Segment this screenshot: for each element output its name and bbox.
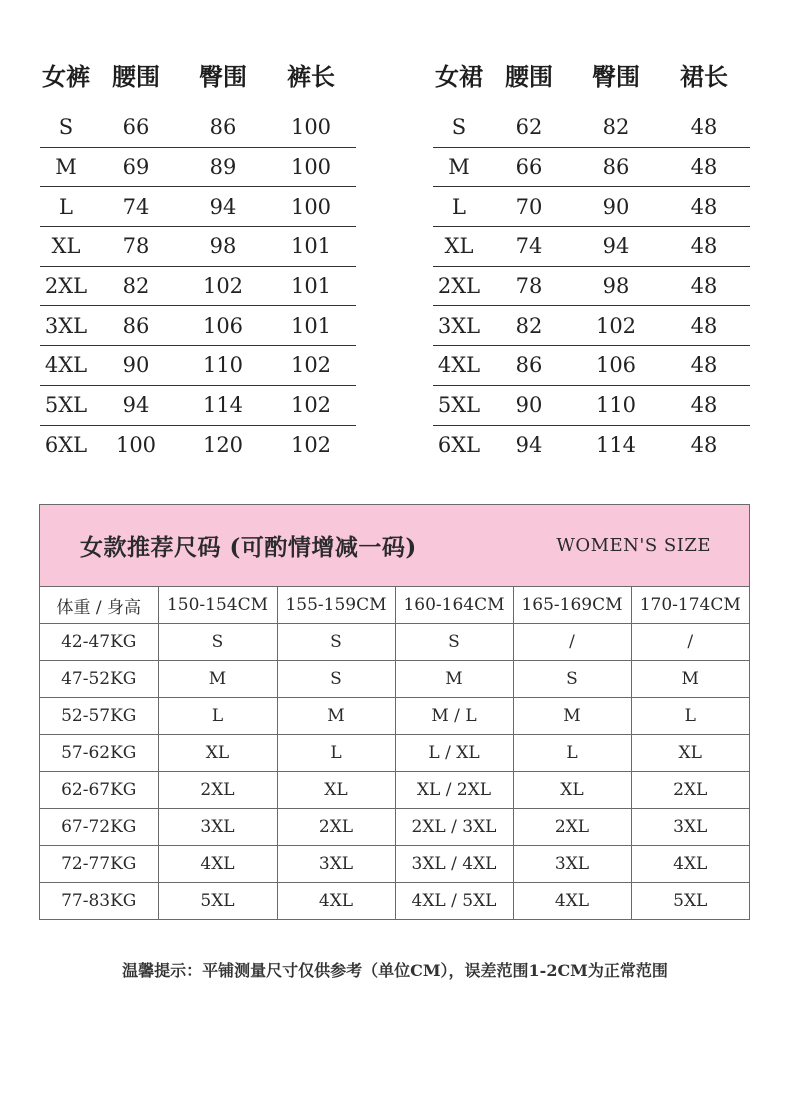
- pants-size-row: [40, 108, 356, 147]
- recommended-size-cell: 5XL: [631, 883, 749, 920]
- skirt-size-label: 6XL: [437, 432, 481, 457]
- recommendation-row: [40, 809, 749, 846]
- pants-measure-cell: 100: [115, 432, 157, 457]
- recommended-size-cell: M: [395, 661, 513, 698]
- recommendation-row: [40, 772, 749, 809]
- pants-measure-cell: 102: [290, 432, 332, 457]
- pants-header-cell: 臀围: [199, 61, 247, 91]
- recommended-size-cell: 2XL / 3XL: [395, 809, 513, 846]
- pants-measure-cell: 86: [122, 313, 150, 338]
- recommendation-title: 女款推荐尺码 (可酌情增减一码): [80, 534, 417, 561]
- recommendation-header-row: [40, 587, 749, 624]
- recommendation-subtitle: WOMEN'S SIZE: [556, 535, 711, 556]
- skirt-header-cell: 臀围: [592, 61, 640, 91]
- recommendation-row: [40, 883, 749, 920]
- skirt-size-row: [433, 147, 750, 187]
- height-range-header: 155-159CM: [277, 587, 395, 624]
- height-range-header: 165-169CM: [513, 587, 631, 624]
- pants-size-label: 3XL: [44, 313, 88, 338]
- skirt-rows: [433, 108, 750, 464]
- recommended-size-cell: 3XL / 4XL: [395, 846, 513, 883]
- recommended-size-cell: 3XL: [158, 809, 277, 846]
- skirt-size-label: 4XL: [437, 353, 481, 378]
- skirt-size-row: [433, 226, 750, 266]
- pants-size-label: M: [55, 155, 77, 180]
- pants-measure-cell: 100: [290, 115, 332, 140]
- skirt-measure-cell: 86: [515, 353, 543, 378]
- skirt-size-label: M: [448, 155, 470, 180]
- skirt-measure-cell: 90: [602, 194, 630, 219]
- skirt-measure-cell: 78: [515, 274, 543, 299]
- pants-measure-cell: 94: [209, 194, 237, 219]
- recommended-size-cell: 5XL: [158, 883, 277, 920]
- pants-size-table: [40, 52, 356, 464]
- skirt-measure-cell: 110: [595, 393, 637, 418]
- pants-size-label: L: [59, 194, 73, 219]
- pants-size-label: 2XL: [44, 274, 88, 299]
- skirt-measure-cell: 94: [515, 432, 543, 457]
- recommended-size-cell: XL: [277, 772, 395, 809]
- skirt-size-row: [433, 108, 750, 147]
- pants-header-row: [40, 52, 356, 96]
- skirt-measure-cell: 48: [690, 274, 718, 299]
- recommended-size-cell: S: [277, 661, 395, 698]
- recommended-size-cell: 2XL: [158, 772, 277, 809]
- recommended-size-cell: 3XL: [631, 809, 749, 846]
- pants-measure-cell: 82: [122, 274, 150, 299]
- pants-header-cell: 腰围: [112, 61, 160, 91]
- recommendation-row: [40, 698, 749, 735]
- recommended-size-cell: XL: [158, 735, 277, 772]
- pants-header-cell: 女裤: [42, 61, 90, 91]
- skirt-size-label: XL: [444, 234, 474, 259]
- pants-measure-cell: 90: [122, 353, 150, 378]
- recommended-size-cell: L: [158, 698, 277, 735]
- skirt-measure-cell: 86: [602, 155, 630, 180]
- skirt-measure-cell: 94: [602, 234, 630, 259]
- height-range-header: 150-154CM: [158, 587, 277, 624]
- recommended-size-cell: 3XL: [277, 846, 395, 883]
- pants-measure-cell: 100: [290, 155, 332, 180]
- pants-size-label: 5XL: [44, 393, 88, 418]
- skirt-measure-cell: 48: [690, 194, 718, 219]
- pants-size-row: [40, 186, 356, 226]
- weight-range-cell: 67-72KG: [40, 809, 158, 846]
- pants-measure-cell: 94: [122, 393, 150, 418]
- pants-measure-cell: 114: [202, 393, 244, 418]
- skirt-measure-cell: 82: [515, 313, 543, 338]
- pants-size-label: 6XL: [44, 432, 88, 457]
- weight-range-cell: 77-83KG: [40, 883, 158, 920]
- recommendation-body: [40, 624, 749, 920]
- skirt-measure-cell: 98: [602, 274, 630, 299]
- skirt-size-row: [433, 266, 750, 306]
- pants-measure-cell: 66: [122, 115, 150, 140]
- pants-size-row: [40, 147, 356, 187]
- skirt-size-row: [433, 345, 750, 385]
- skirt-size-label: 5XL: [437, 393, 481, 418]
- skirt-size-row: [433, 385, 750, 425]
- skirt-header-cell: 裙长: [680, 61, 728, 91]
- recommendation-banner: [40, 505, 749, 587]
- recommended-size-cell: XL: [631, 735, 749, 772]
- skirt-size-row: [433, 186, 750, 226]
- recommended-size-cell: S: [158, 624, 277, 661]
- recommended-size-cell: S: [395, 624, 513, 661]
- pants-measure-cell: 101: [290, 274, 332, 299]
- skirt-header-row: [433, 52, 750, 96]
- recommendation-row: [40, 846, 749, 883]
- recommended-size-cell: M: [513, 698, 631, 735]
- recommended-size-cell: 2XL: [631, 772, 749, 809]
- recommended-size-cell: 4XL: [158, 846, 277, 883]
- pants-size-row: [40, 385, 356, 425]
- skirt-measure-cell: 74: [515, 234, 543, 259]
- pants-size-row: [40, 305, 356, 345]
- recommendation-row: [40, 735, 749, 772]
- skirt-measure-cell: 66: [515, 155, 543, 180]
- recommended-size-cell: XL / 2XL: [395, 772, 513, 809]
- weight-range-cell: 47-52KG: [40, 661, 158, 698]
- skirt-header-cell: 腰围: [505, 61, 553, 91]
- recommended-size-cell: M: [158, 661, 277, 698]
- pants-size-row: [40, 425, 356, 465]
- recommended-size-cell: M: [631, 661, 749, 698]
- weight-range-cell: 62-67KG: [40, 772, 158, 809]
- pants-measure-cell: 98: [209, 234, 237, 259]
- skirt-measure-cell: 48: [690, 393, 718, 418]
- recommended-size-cell: 3XL: [513, 846, 631, 883]
- height-range-header: 160-164CM: [395, 587, 513, 624]
- pants-measure-cell: 69: [122, 155, 150, 180]
- pants-size-label: 4XL: [44, 353, 88, 378]
- skirt-size-row: [433, 425, 750, 465]
- pants-size-label: XL: [51, 234, 81, 259]
- recommended-size-cell: L: [513, 735, 631, 772]
- pants-size-label: S: [58, 115, 74, 140]
- pants-measure-cell: 102: [202, 274, 244, 299]
- pants-measure-cell: 106: [202, 313, 244, 338]
- recommendation-row: [40, 661, 749, 698]
- weight-range-cell: 52-57KG: [40, 698, 158, 735]
- skirt-size-label: S: [451, 115, 467, 140]
- recommended-size-cell: /: [513, 624, 631, 661]
- pants-measure-cell: 89: [209, 155, 237, 180]
- pants-measure-cell: 78: [122, 234, 150, 259]
- skirt-header-cell: 女裙: [435, 61, 483, 91]
- weight-range-cell: 72-77KG: [40, 846, 158, 883]
- skirt-measure-cell: 90: [515, 393, 543, 418]
- recommended-size-cell: 2XL: [513, 809, 631, 846]
- recommendation-row: [40, 624, 749, 661]
- skirt-size-table: [433, 52, 750, 464]
- pants-size-row: [40, 345, 356, 385]
- pants-rows: [40, 108, 356, 464]
- skirt-size-row: [433, 305, 750, 345]
- pants-measure-cell: 86: [209, 115, 237, 140]
- recommended-size-cell: 2XL: [277, 809, 395, 846]
- recommended-size-cell: S: [277, 624, 395, 661]
- recommended-size-cell: 4XL / 5XL: [395, 883, 513, 920]
- recommendation-header: [40, 587, 749, 624]
- recommended-size-cell: 4XL: [277, 883, 395, 920]
- recommended-size-cell: L: [277, 735, 395, 772]
- skirt-measure-cell: 48: [690, 353, 718, 378]
- skirt-measure-cell: 62: [515, 115, 543, 140]
- pants-header-cell: 裤长: [287, 61, 335, 91]
- skirt-measure-cell: 106: [595, 353, 637, 378]
- pants-measure-cell: 102: [290, 393, 332, 418]
- skirt-size-label: 3XL: [437, 313, 481, 338]
- skirt-measure-cell: 48: [690, 234, 718, 259]
- recommended-size-cell: L: [631, 698, 749, 735]
- height-range-header: 170-174CM: [631, 587, 749, 624]
- skirt-measure-cell: 114: [595, 432, 637, 457]
- measurement-tip: 温馨提示：平铺测量尺寸仅供参考（单位CM），误差范围1-2CM为正常范围: [122, 961, 668, 980]
- weight-height-header: 体重 / 身高: [40, 587, 158, 624]
- pants-measure-cell: 110: [202, 353, 244, 378]
- skirt-size-label: L: [452, 194, 466, 219]
- pants-size-row: [40, 266, 356, 306]
- pants-measure-cell: 120: [202, 432, 244, 457]
- pants-size-row: [40, 226, 356, 266]
- skirt-measure-cell: 48: [690, 115, 718, 140]
- pants-measure-cell: 101: [290, 234, 332, 259]
- skirt-measure-cell: 48: [690, 313, 718, 338]
- skirt-size-label: 2XL: [437, 274, 481, 299]
- recommended-size-cell: M: [277, 698, 395, 735]
- recommended-size-cell: L / XL: [395, 735, 513, 772]
- pants-measure-cell: 102: [290, 353, 332, 378]
- weight-range-cell: 42-47KG: [40, 624, 158, 661]
- pants-measure-cell: 100: [290, 194, 332, 219]
- skirt-measure-cell: 82: [602, 115, 630, 140]
- recommended-size-cell: M / L: [395, 698, 513, 735]
- recommended-size-cell: /: [631, 624, 749, 661]
- weight-range-cell: 57-62KG: [40, 735, 158, 772]
- size-recommendation-panel: [39, 504, 750, 920]
- pants-measure-cell: 74: [122, 194, 150, 219]
- skirt-measure-cell: 48: [690, 432, 718, 457]
- skirt-measure-cell: 102: [595, 313, 637, 338]
- skirt-measure-cell: 48: [690, 155, 718, 180]
- recommendation-table: [40, 587, 749, 919]
- recommended-size-cell: S: [513, 661, 631, 698]
- pants-measure-cell: 101: [290, 313, 332, 338]
- recommended-size-cell: XL: [513, 772, 631, 809]
- recommended-size-cell: 4XL: [513, 883, 631, 920]
- recommended-size-cell: 4XL: [631, 846, 749, 883]
- skirt-measure-cell: 70: [515, 194, 543, 219]
